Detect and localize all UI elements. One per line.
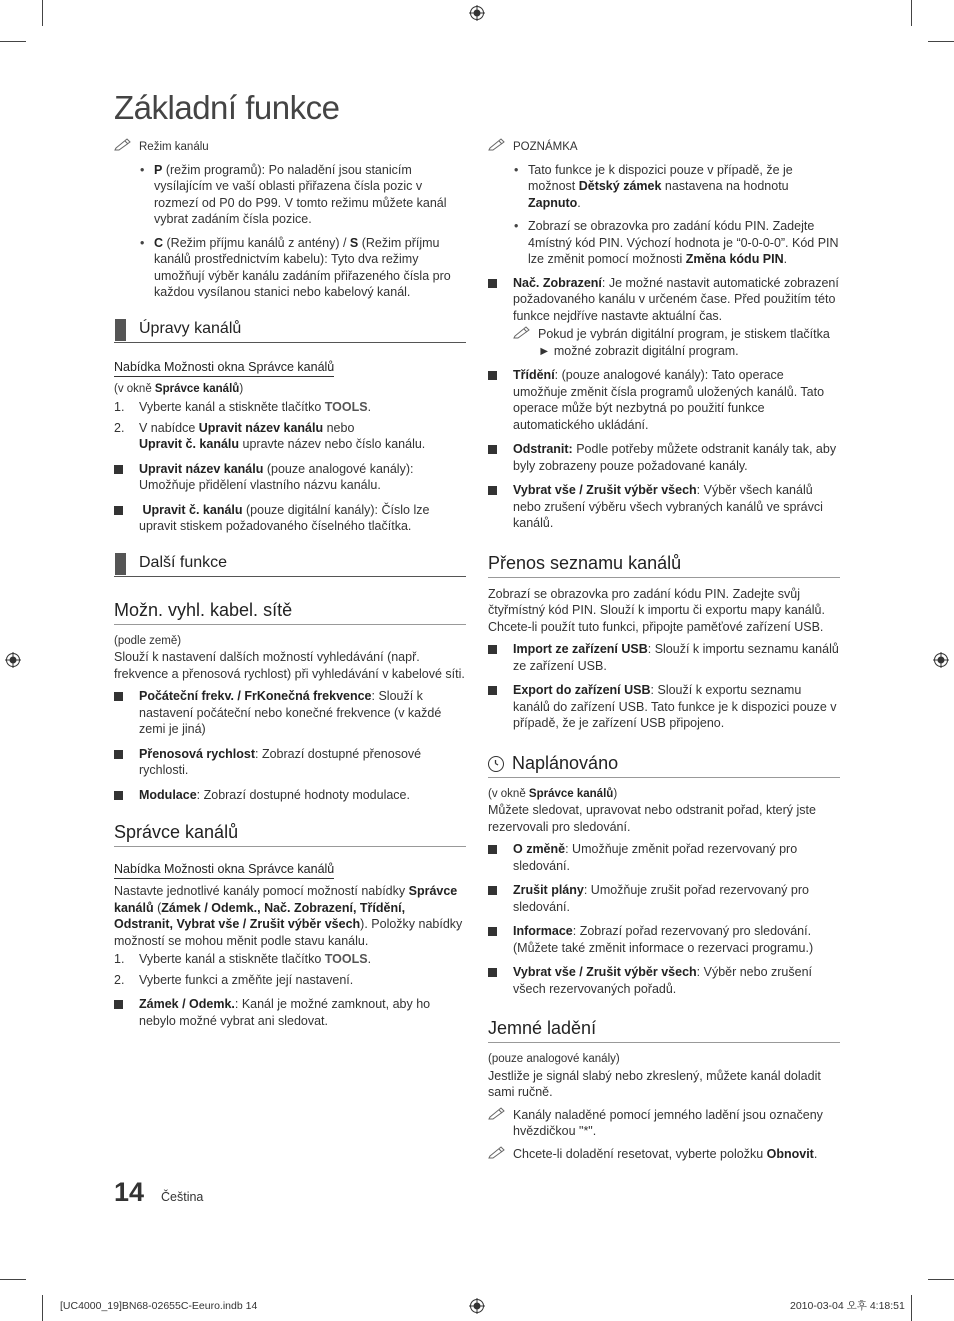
footer-timestamp: 2010-03-04 오후 4:18:51 — [790, 1300, 905, 1312]
note-text: Režim kanálu — [139, 141, 209, 153]
footer-file-info: [UC4000_19]BN68-02655C-Eeuro.indb 14 — [60, 1300, 258, 1312]
registration-mark-icon — [933, 652, 949, 668]
fine-sub: (pouze analogové kanály) — [488, 1053, 620, 1065]
list-item: Upravit č. kanálu (pouze digitální kanály): Číslo lze upravit stiskem požadovaného číselného tlačítka. — [114, 502, 466, 535]
note-label: POZNÁMKA — [513, 141, 578, 153]
scheduled-desc: Můžete sledovat, upravovat nebo odstranit pořad, který jste rezervovali pro sledování. — [488, 803, 816, 834]
bullet-text: (Režim příjmu kanálů prostřednictvím kabelu): Tyto dva režimy umožňují výběr kanálu zadáním přiřazeného čísla pro každou vysílanou stanici nebo kabelový kanál. — [154, 235, 451, 299]
list-item: Zrušit plány: Umožňuje zrušit pořad rezervovaný pro sledování. — [488, 882, 840, 915]
note-item: Kanály naladěné pomocí jemného ladění jsou označeny hvězdičkou "*". — [488, 1107, 840, 1140]
list-item: Vybrat vše / Zrušit výběr všech: Výběr nebo zrušení všech rezervovaných pořadů. — [488, 964, 840, 997]
key-p: P — [154, 162, 163, 177]
step-item: 1. Vyberte kanál a stiskněte tlačítko TOOLS. — [114, 400, 372, 414]
list-item: Nač. Zobrazení: Je možné nastavit automatické zobrazení požadovaného kanálu v určeném čase. Před použitím této funkce nejdříve nastavte aktuální čas. — [488, 275, 840, 325]
clock-icon — [488, 756, 504, 772]
heading-fine-tune: Jemné ladění — [488, 1017, 840, 1043]
list-item — [140, 162, 466, 228]
list-item: Export do zařízení USB: Slouží k exportu seznamu kanálů do zařízení USB. Tato funkce je k dispozici pouze v případě, že je zařízení USB připojeno. — [488, 682, 840, 732]
list-item: Modulace: Zobrazí dostupné hodnoty modulace. — [114, 787, 466, 804]
section-header-edit: Úpravy kanálů — [114, 319, 466, 343]
tools-key: TOOLS — [324, 400, 368, 414]
step-item: 2. V nabídce Upravit název kanálu nebo Upravit č. kanálu upravte název nebo číslo kanálu. — [114, 420, 426, 451]
list-item: Zámek / Odemk.: Kanál je možné zamknout, aby ho nebylo možné vybrat ani sledovat. — [114, 996, 466, 1029]
list-item: Třídění: (pouze analogové kanály): Tato operace umožňuje změnit čísla programů uložených kanálů. Tato operace může být nezbytná po použití funkce automatického ukládání. — [488, 367, 840, 433]
list-item: Import ze zařízení USB: Slouží k importu seznamu kanálů ze zařízení USB. — [488, 641, 840, 674]
note-pencil-icon — [513, 325, 535, 339]
context-note: (v okně Správce kanálů) — [488, 787, 618, 800]
list-item: • Tato funkce je k dispozici pouze v případě, že je možnost Dětský zámek nastavena na hodnotu Zapnuto. — [514, 162, 840, 212]
list-item: Počáteční frekv. / FrKonečná frekvence: Slouží k nastavení počáteční nebo konečné frekvence (v každé zemi je jiná) — [114, 688, 466, 738]
list-item: Vybrat vše / Zrušit výběr všech: Výběr všech kanálů nebo zrušení výběru všech vybraných kanálů ve správci kanálů. — [488, 482, 840, 532]
note-pencil-icon — [488, 137, 510, 151]
heading-scheduled: Naplánováno — [488, 752, 840, 778]
registration-mark-icon — [469, 1298, 485, 1314]
page-number: 14 — [114, 1177, 145, 1207]
bullet-text: (režim programů): Po naladění jsou stanicím vysílajícím ve vaší oblasti přiřazena čísla pozic v rozmezí od P0 do P99. V tomto režimu můžete kanál vybrat zadáním čísla pozice. — [154, 162, 447, 226]
cable-sub: (podle země) — [114, 634, 182, 647]
note-header — [488, 138, 840, 156]
registration-mark-icon — [5, 652, 21, 668]
list-item: Přenosová rychlost: Zobrazí dostupné přenosové rychlosti. — [114, 746, 466, 779]
key-c: C — [154, 235, 164, 250]
bullet-text: (Režim příjmu kanálů z antény) / — [163, 235, 350, 250]
heading-cable-search: Možn. vyhl. kabel. sítě — [114, 599, 466, 625]
transfer-desc: Zobrazí se obrazovka pro zadání kódu PIN. Zadejte svůj čtyřmístný kód PIN. Slouží k importu či exportu mapy kanálů. Chcete-li použít tuto funkci, připojte paměťové zařízení USB. — [488, 586, 825, 634]
note-pencil-icon — [488, 1145, 510, 1159]
key-s: S — [349, 235, 359, 250]
list-item: O změně: Umožňuje změnit pořad rezervovaný pro sledování. — [488, 841, 840, 874]
registration-mark-icon — [469, 5, 485, 21]
note-pencil-icon — [488, 1106, 510, 1120]
section-header-other: Další funkce — [114, 553, 466, 577]
step-item: 1. Vyberte kanál a stiskněte tlačítko TOOLS. — [114, 952, 372, 966]
list-item: Upravit název kanálu (pouze analogové kanály): Umožňuje přidělení vlastního názvu kanálu. — [114, 461, 466, 494]
cable-desc: Slouží k nastavení dalších možností vyhledávání (např. frekvence a přenosová rychlost) při vyhledávání v kabelové síti. — [114, 650, 465, 681]
manager-desc: Nastavte jednotlivé kanály pomocí možností nabídky Správce kanálů (Zámek / Odemk., Nač. Zobrazení, Třídění, Odstranit, Vybrat vše / Zrušit výběr všech). Položky nabídky možností se mohou měnit podle stavu kanálu. — [114, 884, 463, 948]
tools-key: TOOLS — [324, 952, 368, 966]
menu-path: Nabídka Možnosti okna Správce kanálů — [114, 862, 334, 879]
list-item: Informace: Zobrazí pořad rezervovaný pro sledování. (Můžete také změnit informace o rezervaci programu.) — [488, 923, 840, 956]
left-column — [114, 138, 466, 1037]
note-channel-mode — [114, 138, 466, 156]
list-item: • Zobrazí se obrazovka pro zadání kódu PIN. Zadejte 4místný kód PIN. Výchozí hodnota je “0-0-0-0”. Kód PIN lze změnit pomocí možnosti Změna kódu PIN. — [514, 218, 840, 268]
page-language: Čeština — [161, 1190, 204, 1204]
list-item — [140, 235, 466, 301]
fine-desc: Jestliže je signál slabý nebo zkreslený, můžete kanál doladit sami ručně. — [488, 1068, 821, 1099]
step-item: 2. Vyberte funkci a změňte její nastavení. — [114, 972, 354, 987]
menu-path: Nabídka Možnosti okna Správce kanálů — [114, 360, 334, 377]
note-item: Chcete-li doladění resetovat, vyberte položku Obnovit. — [488, 1146, 840, 1163]
page-title: Základní funkce — [114, 89, 340, 126]
list-item: Odstranit: Podle potřeby můžete odstranit kanály tak, aby byly zobrazeny pouze požadované kanály. — [488, 441, 840, 474]
heading-channel-manager: Správce kanálů — [114, 821, 466, 847]
sub-note: Pokud je vybrán digitální program, je stiskem tlačítka ► možné zobrazit digitální program. — [513, 326, 840, 359]
heading-channel-list-transfer: Přenos seznamu kanálů — [488, 552, 840, 578]
right-column — [488, 138, 840, 1168]
note-pencil-icon — [114, 137, 136, 151]
context-note: (v okně Správce kanálů) — [114, 382, 244, 395]
